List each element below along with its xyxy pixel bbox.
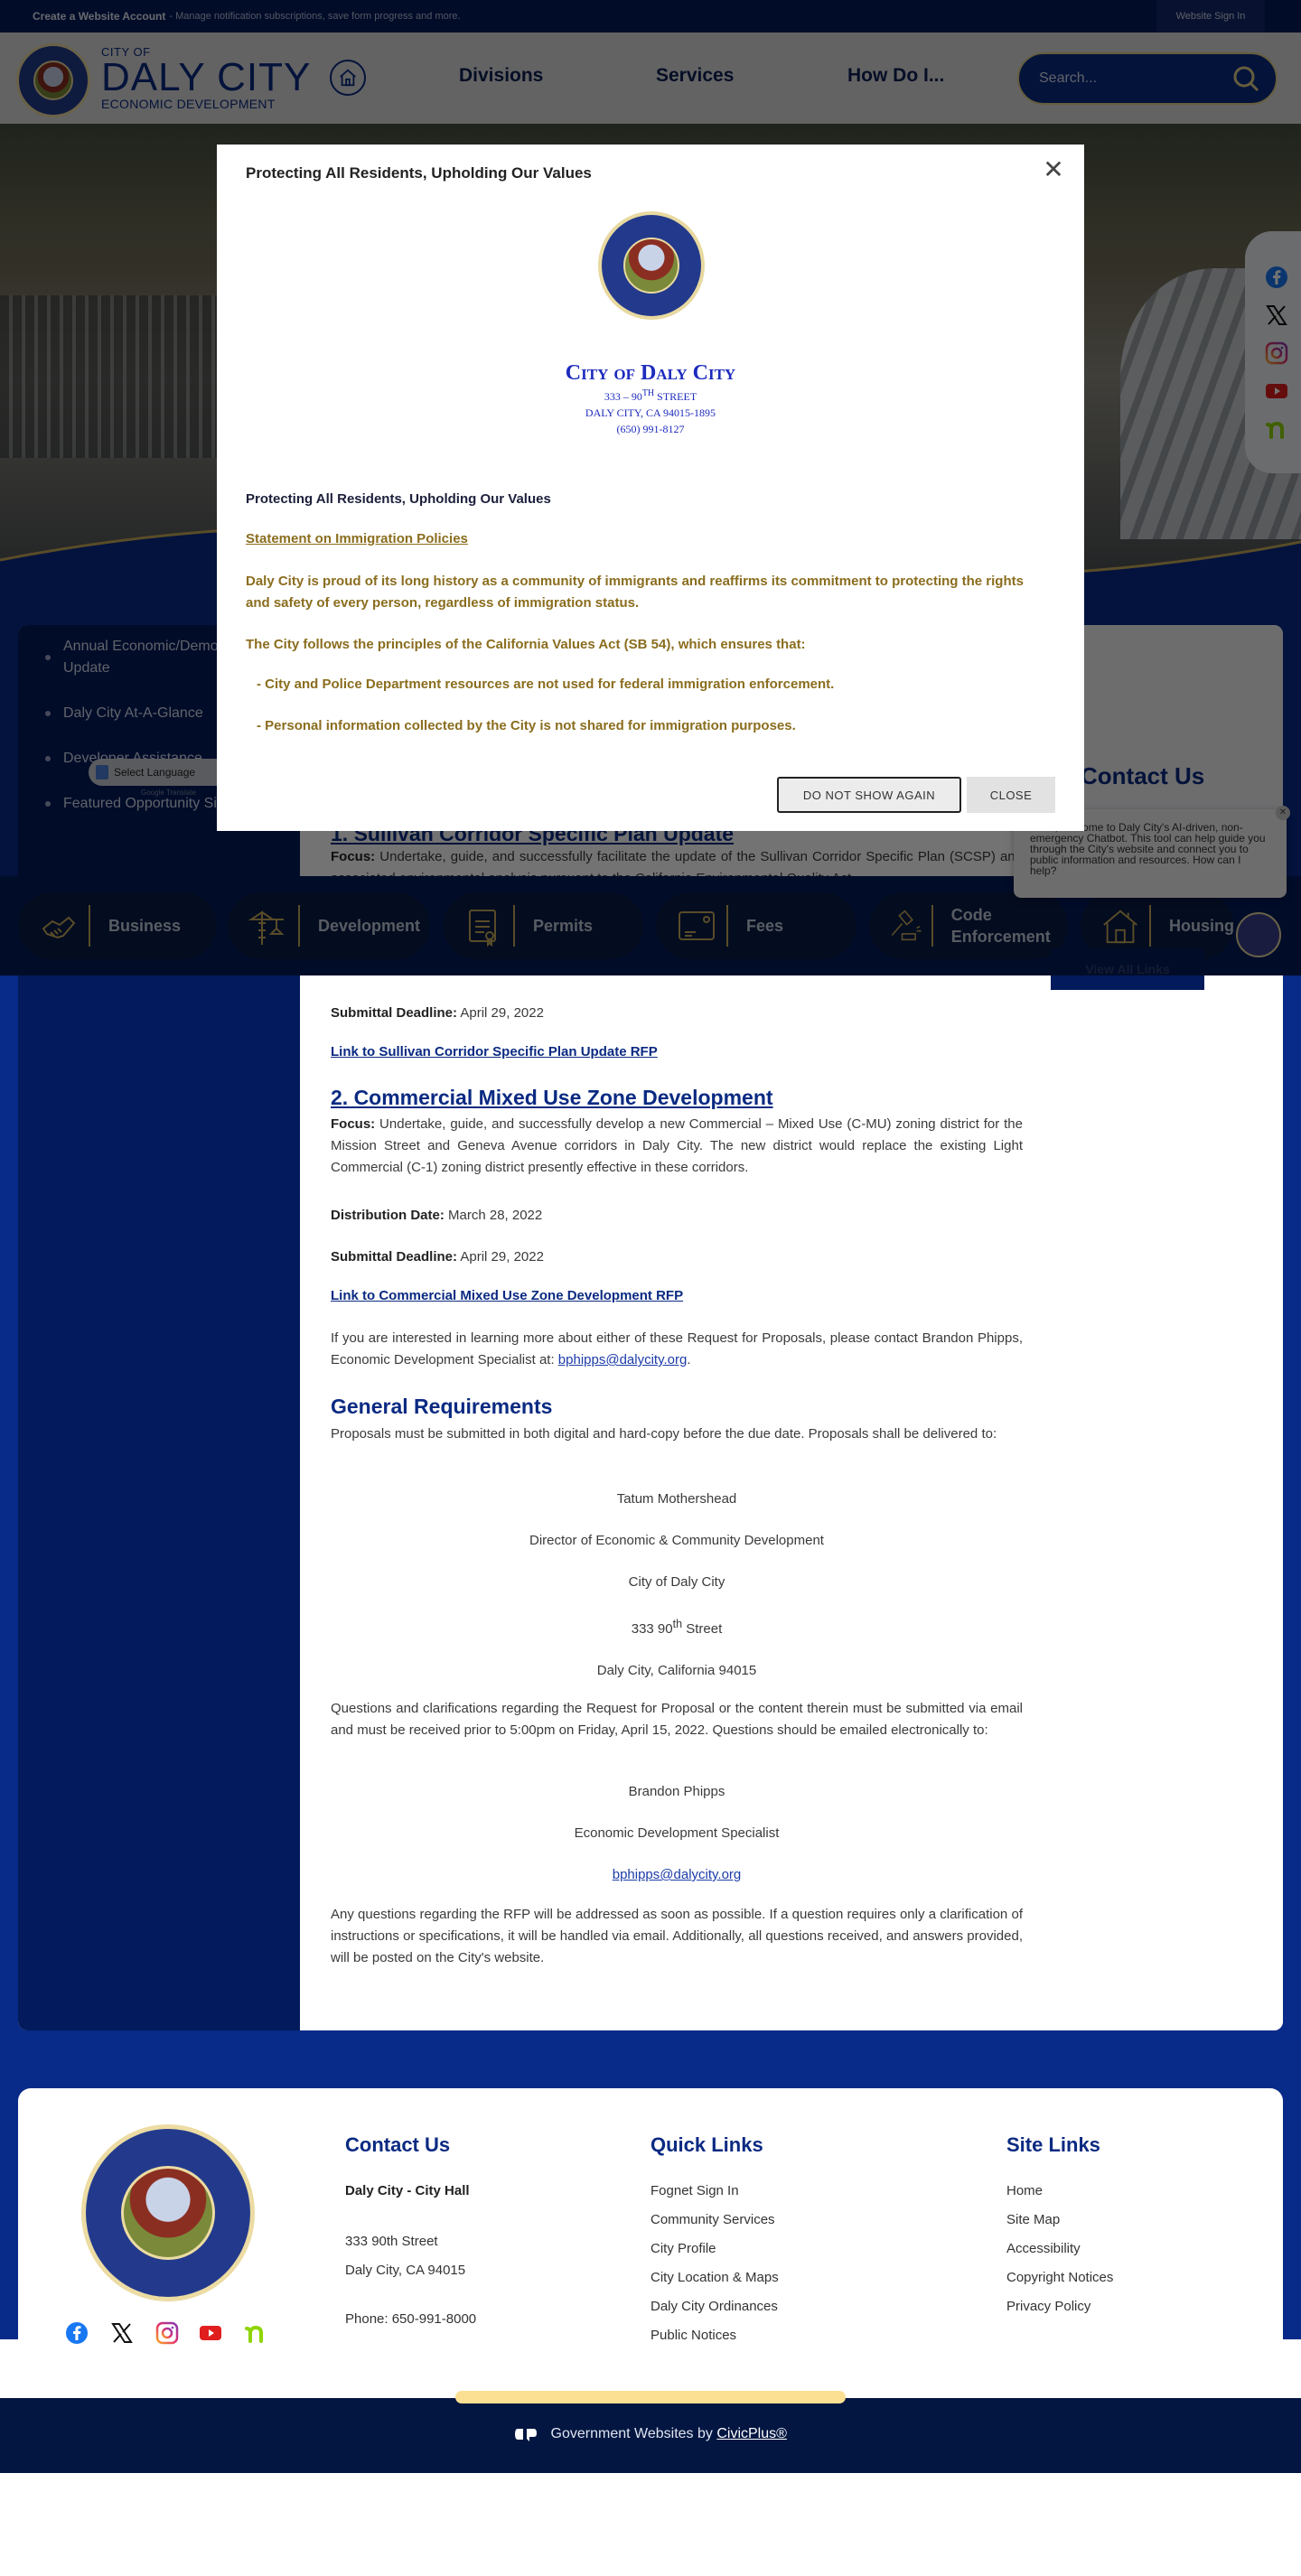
letterhead-street: 333 – 90TH STREET — [604, 388, 697, 403]
rfp-1-link[interactable]: Link to Sullivan Corridor Specific Plan Update RFP — [331, 1044, 658, 1059]
modal-bullet-2: - Personal information collected by the City is not shared for immigration purposes. — [257, 718, 796, 733]
rfp-1-deadline: Submittal Deadline: April 29, 2022 — [331, 1005, 544, 1021]
instagram-icon[interactable] — [155, 2321, 179, 2345]
footer-city-seal — [81, 2124, 255, 2301]
footer-contact-heading: Contact Us — [345, 2133, 451, 2156]
footer-contact-city: Daly City, CA 94015 — [345, 2263, 466, 2278]
rfp-2-deadline: Submittal Deadline: April 29, 2022 — [331, 1249, 544, 1265]
modal-bullet-1: - City and Police Department resources are not used for federal immigration enforcement. — [257, 677, 835, 692]
civicplus-logo-icon — [514, 2426, 538, 2442]
footer-contact-phone: Phone: 650-991-8000 — [345, 2311, 477, 2327]
footer-link-fognet[interactable]: Fognet Sign In — [650, 2183, 739, 2198]
footer-link-copyright[interactable]: Copyright Notices — [1006, 2270, 1114, 2285]
footer-link-location-maps[interactable]: City Location & Maps — [650, 2270, 779, 2285]
modal-paragraph-1: Daly City is proud of its long history as a community of immigrants and reaffirms its commitment to protecting the rights and safety of every person, regardless of immigration status. — [246, 574, 1024, 611]
address-org: City of Daly City — [628, 1574, 725, 1590]
letterhead-city: City of Daly City — [565, 361, 736, 385]
letterhead — [217, 361, 1084, 437]
general-requirements-text: Proposals must be submitted in both digital and hard-copy before the due date. Proposals shall be delivered to: — [331, 1426, 997, 1442]
contact-email-link[interactable]: bphipps@dalycity.org — [612, 1867, 742, 1882]
statement-link[interactable]: Statement on Immigration Policies — [246, 531, 468, 546]
rfp-2-distribution: Distribution Date: March 28, 2022 — [331, 1208, 543, 1223]
footer-link-ordinances[interactable]: Daly City Ordinances — [650, 2299, 778, 2314]
facebook-icon[interactable] — [65, 2321, 89, 2345]
footer-link-privacy[interactable]: Privacy Policy — [1006, 2299, 1091, 2314]
nextdoor-icon[interactable] — [244, 2321, 267, 2345]
footer-link-home[interactable]: Home — [1006, 2183, 1044, 2198]
footer-site-links — [1006, 2133, 1113, 2321]
footer-site-links-heading: Site Links — [1006, 2133, 1100, 2156]
modal-close-icon[interactable]: ✕ — [1043, 155, 1064, 183]
modal-title: Protecting All Residents, Upholding Our Values — [246, 164, 592, 182]
closing-paragraph: Any questions regarding the RFP will be addressed as soon as possible. If a question requires only a clarification of instructions or specifications, it will be handled via email. Additionally, all questions received, and answers provided, will be posted on the City's website. — [331, 1907, 1023, 1965]
footer-contact-street: 333 90th Street — [345, 2234, 438, 2249]
interest-paragraph: If you are interested in learning more about either of these Request for Proposals, please contact Brandon Phipps, Economic Development Specialist at: bphipps@dalycity.org. — [331, 1330, 1023, 1367]
footer-link-city-profile[interactable]: City Profile — [650, 2241, 716, 2256]
modal-paragraph-2: The City follows the principles of the California Values Act (SB 54), which ensures that: — [246, 637, 806, 652]
footer-link-public-notices[interactable]: Public Notices — [650, 2328, 737, 2343]
immigration-policy-modal — [217, 145, 1084, 831]
youtube-icon[interactable] — [199, 2321, 222, 2345]
address-title: Director of Economic & Community Development — [529, 1533, 824, 1548]
close-button[interactable]: CLOSE — [967, 777, 1055, 813]
footer — [18, 2088, 1283, 2368]
footer-link-site-map[interactable]: Site Map — [1006, 2212, 1061, 2227]
rfp-2-focus: Focus: Undertake, guide, and successfully develop a new Commercial – Mixed Use (C-MU) zoning district for the Mission Street and Geneva Avenue corridors in Daly City. The new district would replace the existing Light Commercial (C-1) zoning district presently effective in these corridors. — [331, 1116, 1023, 1175]
rfp-2-title[interactable]: 2. Commercial Mixed Use Zone Development — [331, 1086, 773, 1109]
rfp-2 — [331, 1086, 1023, 1179]
footer-contact-name: Daly City - City Hall — [345, 2183, 470, 2198]
rfp-2-link[interactable]: Link to Commercial Mixed Use Zone Development RFP — [331, 1288, 684, 1303]
contact-title: Economic Development Specialist — [574, 1825, 780, 1841]
modal-subtitle: Protecting All Residents, Upholding Our Values — [246, 491, 551, 507]
x-twitter-icon[interactable] — [110, 2321, 134, 2345]
address-city: Daly City, California 94015 — [596, 1663, 757, 1678]
questions-paragraph: Questions and clarifications regarding the Request for Proposal or the content therein must be submitted via email and must be received prior to 5:00pm on Friday, April 15, 2022. Questions should be emailed electronically to: — [331, 1701, 1023, 1738]
general-requirements-heading: General Requirements — [331, 1395, 553, 1418]
seal-arch-graphic — [623, 238, 679, 294]
delivery-address — [331, 1489, 1023, 1682]
letterhead-phone: (650) 991-8127 — [616, 423, 685, 435]
footer-quick-links — [650, 2133, 779, 2350]
seal-arch-graphic — [121, 2166, 215, 2260]
horizontal-scrollbar[interactable] — [455, 2391, 846, 2403]
interest-email-link[interactable]: bphipps@dalycity.org — [557, 1352, 688, 1367]
address-street: 333 90th Street — [631, 1618, 723, 1637]
footer-link-community-services[interactable]: Community Services — [650, 2212, 775, 2227]
footer-link-accessibility[interactable]: Accessibility — [1006, 2241, 1081, 2256]
footer-contact — [345, 2133, 476, 2334]
modal-city-seal — [598, 211, 705, 320]
do-not-show-again-button[interactable]: DO NOT SHOW AGAIN — [777, 777, 961, 813]
address-name: Tatum Mothershead — [616, 1491, 737, 1507]
footer-quick-links-heading: Quick Links — [650, 2133, 763, 2156]
letterhead-citystate: DALY CITY, CA 94015-1895 — [585, 406, 716, 419]
civicplus-link[interactable]: CivicPlus® — [716, 2426, 787, 2442]
question-contact — [331, 1781, 1023, 1886]
contact-name: Brandon Phipps — [628, 1784, 725, 1799]
civicplus-credit: Government Websites by CivicPlus® — [0, 2426, 1301, 2442]
